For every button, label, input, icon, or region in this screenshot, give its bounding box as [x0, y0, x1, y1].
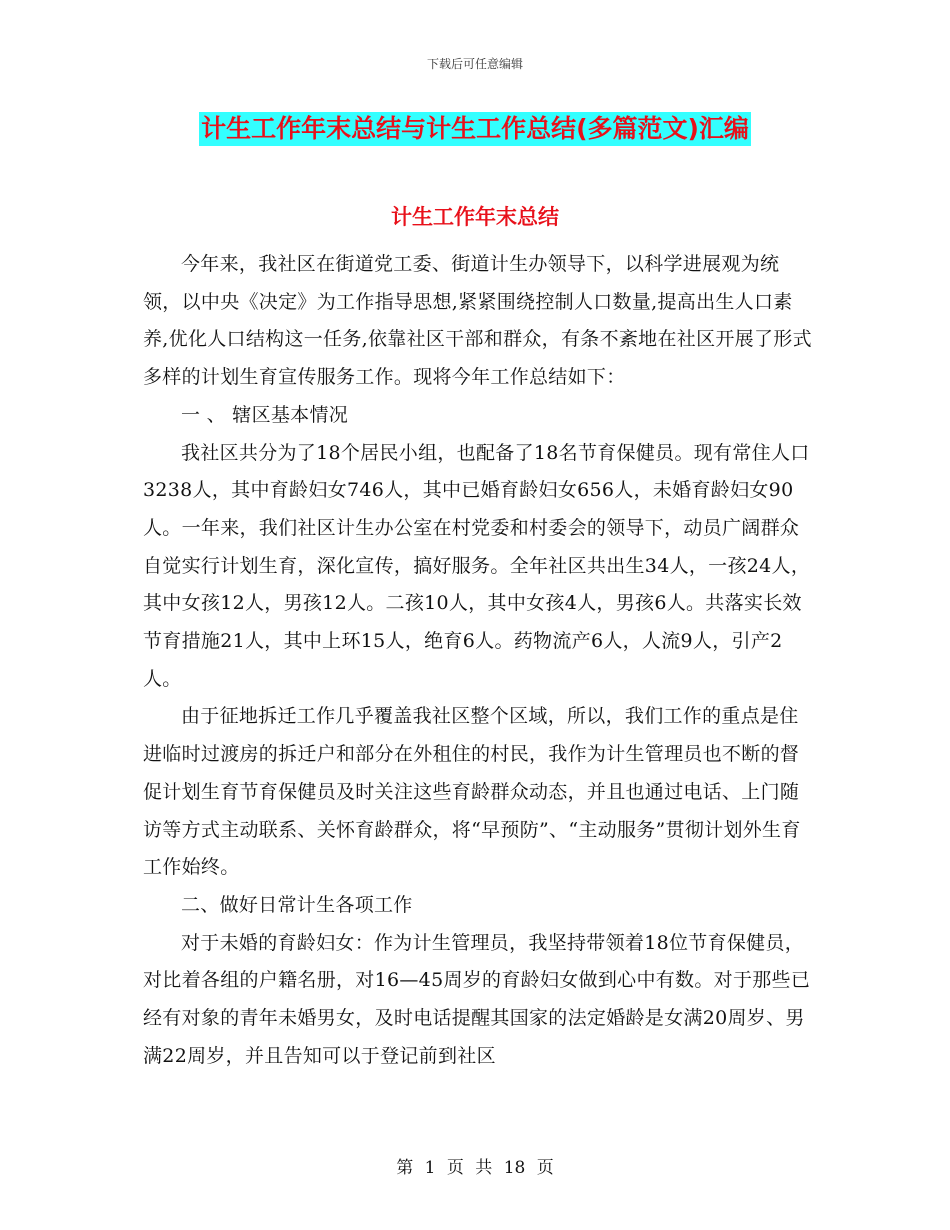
header-note: 下载后可任意编辑	[426, 57, 523, 71]
paragraph-district-stats: 我社区共分为了18个居民小组，也配备了18名节育保健员。现有常住人口3238人，其中育龄妇女746人，其中已婚育龄妇女656人，未婚育龄妇女90人。一年来，我们社区计生办公室在村党委和村委会的领导下，动员广阔群众自觉实行计划生育，深化宣传，搞好服务。全年社区共出生34人，一孩24人，其中女孩12人，男孩12人。二孩10人，其中女孩4人，男孩6人。共落实长效节育措施21人，其中上环15人，绝育6人。药物流产6人，人流9人，引产2人。	[143, 441, 811, 690]
document-title-container	[0, 112, 950, 146]
paragraph-intro: 今年来，我社区在街道党工委、街道计生办领导下，以科学进展观为统领，以中央《决定》为工作指导思想,紧紧围绕控制人口数量,提高出生人口素养,优化人口结构这一任务,依靠社区干部和群众，有条不紊地在社区开展了形式多样的计划生育宣传服务工作。现将今年工作总结如下：	[143, 253, 812, 389]
section-title: 计生工作年末总结	[391, 205, 559, 229]
page-footer: 第 1 页 共 18 页	[396, 1158, 554, 1178]
heading-district-overview: 一 、 辖区基本情况	[181, 403, 349, 426]
paragraph-relocation: 由于征地拆迁工作几乎覆盖我社区整个区域，所以，我们工作的重点是住进临时过渡房的拆迁户和部分在外租住的村民，我作为计生管理员也不断的督促计划生育节育保健员及时关注这些育龄群众动态，并且也通过电话、上门随访等方式主动联系、关怀育龄群众，将“早预防”、“主动服务”贯彻计划外生育工作始终。	[143, 705, 801, 879]
paragraph-unmarried-women: 对于未婚的育龄妇女：作为计生管理员，我坚持带领着18位节育保健员，对比着各组的户籍名册，对16—45周岁的育龄妇女做到心中有数。对于那些已经有对象的青年未婚男女，及时电话提醒其国家的法定婚龄是女满20周岁、男满22周岁，并且告知可以于登记前到社区	[143, 931, 811, 1067]
heading-daily-work: 二、做好日常计生各项工作	[181, 893, 413, 916]
document-body	[143, 246, 813, 1075]
document-title: 计生工作年末总结与计生工作总结(多篇范文)汇编	[199, 112, 751, 146]
